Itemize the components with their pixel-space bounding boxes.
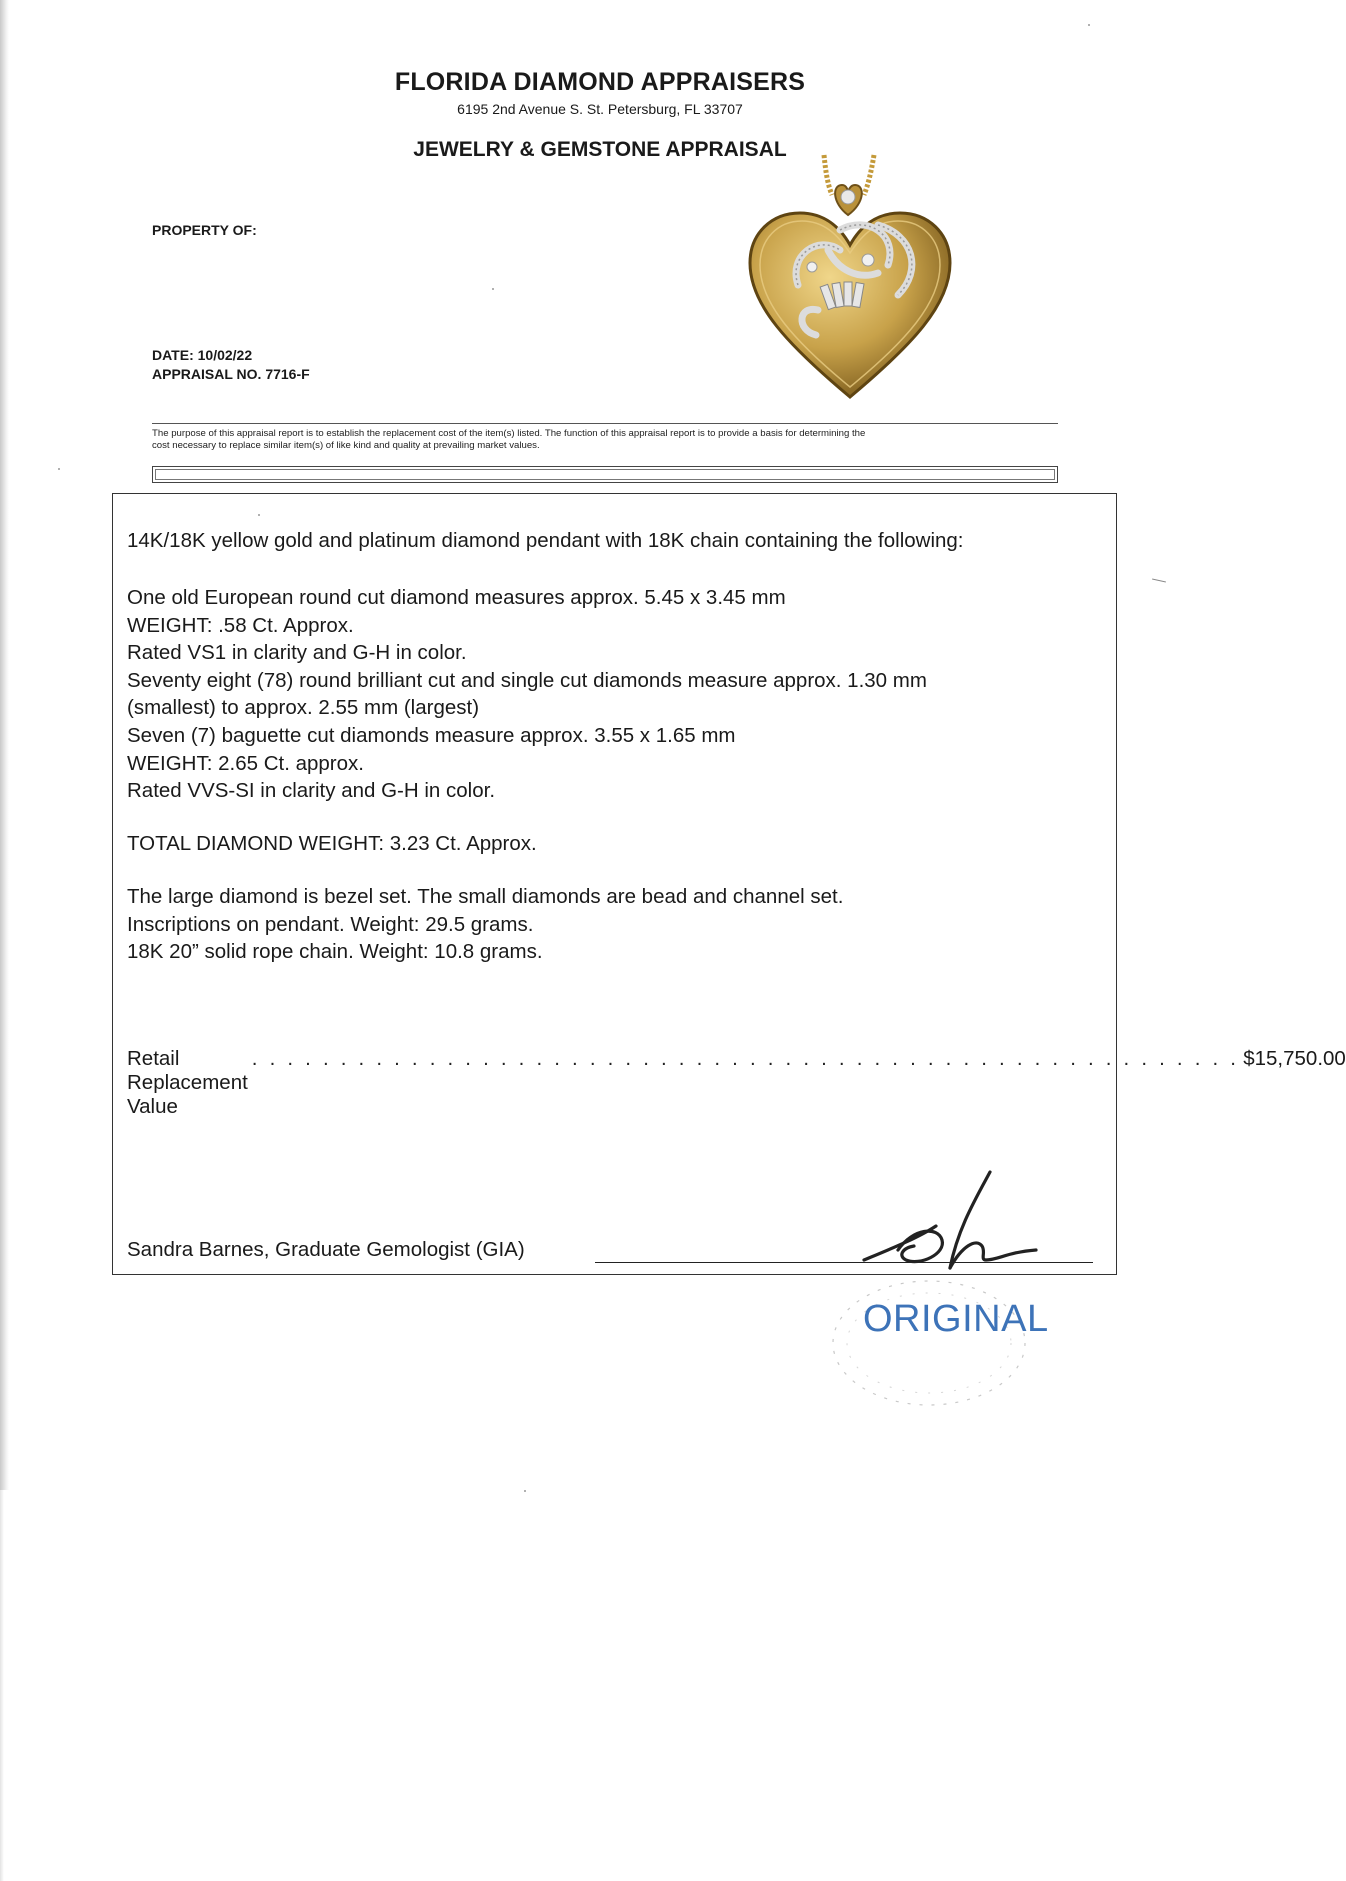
replacement-value-label: Retail Replacement Value [127, 1047, 248, 1118]
detail-line: WEIGHT: 2.65 Ct. approx. [127, 751, 364, 775]
scan-speck [1088, 24, 1090, 26]
handwritten-signature [858, 1168, 1048, 1278]
scan-mark [1152, 579, 1166, 583]
property-of-label: PROPERTY OF: [152, 222, 257, 238]
scan-speck [492, 288, 494, 290]
scan-speck [258, 514, 260, 516]
setting-line: Inscriptions on pendant. Weight: 29.5 grams. [127, 912, 534, 936]
detail-line: Rated VS1 in clarity and G-H in color. [127, 641, 467, 665]
setting-line: The large diamond is bezel set. The small diamonds are bead and channel set. [127, 885, 844, 908]
scan-speck [58, 468, 60, 470]
detail-line: Seven (7) baguette cut diamonds measure approx. 3.55 x 1.65 mm [127, 723, 736, 747]
total-diamond-weight: TOTAL DIAMOND WEIGHT: 3.23 Ct. Approx. [127, 832, 537, 855]
purpose-statement [152, 428, 1062, 452]
appraisal-date: DATE: 10/02/22 [152, 347, 253, 363]
scan-speck [524, 1490, 526, 1492]
setting-line: 18K 20” solid rope chain. Weight: 10.8 grams. [127, 940, 543, 964]
scan-edge-shadow [0, 0, 9, 1490]
purpose-divider [152, 423, 1058, 424]
stamp-seal-ring [824, 1268, 1034, 1418]
company-address: 6195 2nd Avenue S. St. Petersburg, FL 33707 [457, 101, 743, 117]
diamond-details [127, 584, 927, 805]
detail-line: One old European round cut diamond measures approx. 5.45 x 3.45 mm [127, 586, 786, 609]
item-intro: 14K/18K yellow gold and platinum diamond pendant with 18K chain containing the following: [127, 529, 964, 552]
setting-details [127, 883, 843, 966]
replacement-value-row [127, 1047, 1346, 1119]
appraisal-number: APPRAISAL NO. 7716-F [152, 366, 310, 382]
detail-line: Seventy eight (78) round brilliant cut and single cut diamonds measure approx. 1.30 mm [127, 668, 927, 692]
purpose-line-1: The purpose of this appraisal report is to establish the replacement cost of the item(s) listed. The function of this appraisal report is to provide a basis for determining the [152, 428, 866, 439]
document-title: JEWELRY & GEMSTONE APPRAISAL [413, 138, 787, 161]
replacement-value-amount: $15,750.00 [1243, 1047, 1346, 1070]
leader-dots: . . . . . . . . . . . . . . . . . . . . . . . . . . . . . . . . . . . . . . . . . . . . . . . . . . . . . . . . [251, 1047, 1240, 1070]
detail-line: WEIGHT: .58 Ct. Approx. [127, 613, 354, 637]
scan-edge-shadow-lower [0, 1490, 4, 1881]
purpose-border-strip [152, 466, 1058, 483]
detail-line: (smallest) to approx. 2.55 mm (largest) [127, 696, 480, 720]
purpose-line-2: cost necessary to replace similar item(s) of like kind and quality at prevailing market values. [152, 440, 540, 451]
company-name: FLORIDA DIAMOND APPRAISERS [394, 68, 806, 96]
original-stamp: ORIGINAL [863, 1298, 1049, 1340]
heart-pendant-photo [728, 155, 998, 400]
signer-name: Sandra Barnes, Graduate Gemologist (GIA) [127, 1238, 525, 1261]
detail-line: Rated VVS-SI in clarity and G-H in color. [127, 779, 496, 803]
